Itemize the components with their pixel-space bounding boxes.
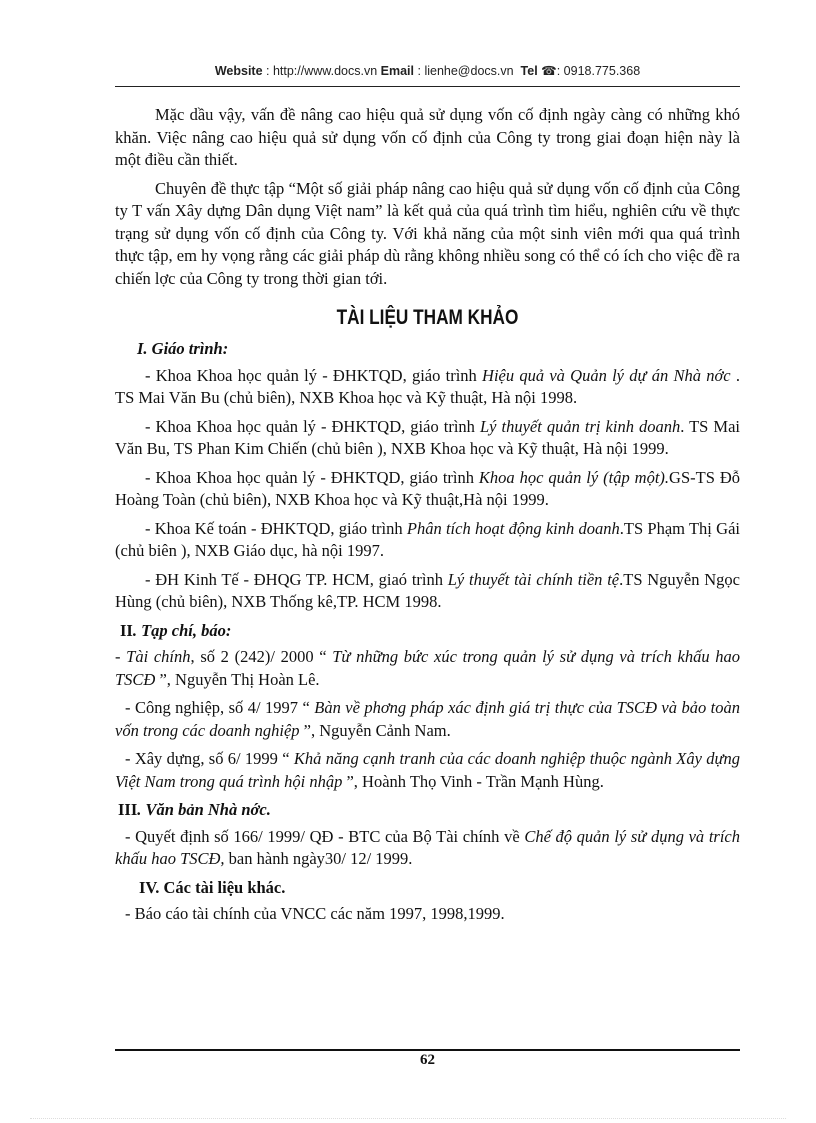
ref-text: . TS Mai Văn Bu (chủ biên), NXB Khoa học và Kỹ thuật, Hà nội 1998. bbox=[115, 365, 740, 407]
email-value: lienhe@docs.vn bbox=[424, 64, 514, 78]
website-label: Website bbox=[214, 64, 263, 78]
ref-title: Khoa học quản lý (tập một). bbox=[478, 467, 670, 487]
reference-item bbox=[115, 826, 740, 871]
section-heading-other-documents: IV. Các tài liệu khác. bbox=[139, 877, 286, 897]
ref-title: Từ những bức xúc trong quản lý sử dụng và trích khấu hao TSCĐ bbox=[115, 647, 740, 689]
ref-title: Lý thuyết quản trị kinh doanh bbox=[479, 416, 681, 436]
ref-text: ”, Nguyễn Thị Hoàn Lê. bbox=[155, 669, 320, 689]
ref-text: - Khoa Khoa học quản lý - ĐHKTQD, giáo trình bbox=[145, 467, 479, 487]
ref-text: - Công nghiệp, số 4/ 1997 “ bbox=[125, 698, 315, 717]
ref-title: Lý thuyết tài chính tiền tệ bbox=[447, 569, 620, 589]
ref-text: - Khoa Kế toán - ĐHKTQD, giáo trình bbox=[145, 518, 407, 538]
ref-text: .TS Nguyễn Ngọc Hùng (chủ biên), NXB Thống kê,TP. HCM 1998. bbox=[115, 569, 740, 611]
ref-text: .TS Phạm Thị Gái (chủ biên ), NXB Giáo dục, hà nội 1997. bbox=[115, 518, 740, 560]
tel-value: : 0918.775.368 bbox=[556, 64, 641, 78]
ref-text: ”, Hoành Thọ Vinh - Trần Mạnh Hùng. bbox=[342, 771, 604, 791]
ref-title: Phân tích hoạt động kinh doanh bbox=[406, 518, 620, 538]
page-content bbox=[115, 104, 740, 932]
reference-item bbox=[115, 416, 740, 461]
section-heading-textbooks: I. Giáo trình: bbox=[137, 339, 229, 358]
ref-source: Tài chính bbox=[126, 647, 191, 666]
reference-item bbox=[115, 365, 740, 410]
reference-item bbox=[115, 467, 740, 512]
header-divider bbox=[115, 86, 740, 87]
reference-item bbox=[115, 518, 740, 563]
section-heading-journals bbox=[120, 620, 740, 643]
section-title: TÀI LIỆU THAM KHẢO bbox=[336, 306, 519, 329]
ref-text: , số 2 (242)/ 2000 “ bbox=[190, 647, 333, 666]
footer-divider bbox=[115, 1049, 740, 1051]
phone-icon: ☎ bbox=[541, 64, 557, 78]
ref-text: ”, Nguyễn Cảnh Nam. bbox=[299, 720, 451, 740]
ref-text: - ĐH Kinh Tế - ĐHQG TP. HCM, giaó trình bbox=[145, 569, 448, 589]
ref-text: . TS Mai Văn Bu, TS Phan Kim Chiến (chủ biên ), NXB Khoa học và Kỹ thuật, Hà nội 1999. bbox=[115, 416, 740, 458]
reference-item bbox=[115, 748, 740, 793]
ref-text: - Xây dựng, số 6/ 1999 “ bbox=[125, 749, 294, 768]
page-header bbox=[115, 63, 740, 78]
section-heading-legal-documents bbox=[118, 799, 740, 822]
ref-title: Bàn về phơng pháp xác định giá trị thực của TSCĐ và bảo toàn vốn trong các doanh nghiệp bbox=[115, 698, 740, 740]
ref-title: Khả năng cạnh tranh của các doanh nghiệp thuộc ngành Xây dựng Việt Nam trong quá trình hội nhập bbox=[115, 749, 740, 791]
reference-item: - Báo cáo tài chính của VNCC các năm 1997, 1998,1999. bbox=[125, 904, 505, 923]
reference-item bbox=[115, 569, 740, 614]
ref-text: - bbox=[115, 647, 127, 666]
ref-text: - Khoa Khoa học quản lý - ĐHKTQD, giáo trình bbox=[145, 365, 483, 385]
ref-text: ban hành ngày30/ 12/ 1999. bbox=[224, 849, 413, 868]
ref-text: - Quyết định số 166/ 1999/ QĐ - BTC của Bộ Tài chính về bbox=[125, 826, 525, 846]
reference-item bbox=[115, 646, 740, 691]
ref-title: Hiệu quả và Quản lý dự án Nhà nớc bbox=[482, 365, 731, 385]
intro-paragraph-1: Mặc dầu vậy, vấn đề nâng cao hiệu quả sử dụng vốn cố định ngày càng có những khó khăn. Việc nâng cao hiệu quả sử dụng vốn cố định của Công ty trong giai đoạn hiện này là một điều cần thiết. bbox=[115, 105, 740, 169]
intro-paragraph-2: Chuyên đề thực tập “Một số giải pháp nâng cao hiệu quả sử dụng vốn cố định của Công ty T vấn Xây dựng Dân dụng Việt nam” là kết quả của quá trình tìm hiểu, nghiên cứu về thực trạng sử dụng vốn cố định của Công ty. Với khả năng của một sinh viên mới qua quá trình thực tập, em hy vọng rằng các giải pháp dù rằng không nhiều song có thể có ích cho việc đề ra chiến lợc của Công ty trong thời gian tới. bbox=[115, 178, 740, 288]
section-number: II bbox=[120, 620, 133, 640]
tel-label: Tel bbox=[520, 64, 538, 78]
ref-text: GS-TS Đỗ Hoàng Toàn (chủ biên), NXB Khoa học và Kỹ thuật,Hà nội 1999. bbox=[115, 467, 740, 509]
section-heading-text: . Tạp chí, báo: bbox=[132, 620, 232, 640]
separator: : bbox=[262, 64, 273, 78]
reference-item bbox=[115, 697, 740, 742]
ref-text: - Khoa Khoa học quản lý - ĐHKTQD, giáo trình bbox=[145, 416, 480, 436]
email-label: Email bbox=[380, 64, 415, 78]
section-heading-text: . Văn bản Nhà nớc. bbox=[137, 800, 271, 819]
separator: : bbox=[414, 64, 425, 78]
page-number: 62 bbox=[420, 1052, 435, 1068]
page-edge-dots bbox=[30, 1118, 786, 1119]
section-number: III bbox=[118, 800, 138, 819]
website-url: http://www.docs.vn bbox=[272, 64, 378, 78]
ref-title: Chế độ quản lý sử dụng và trích khấu hao TSCĐ, bbox=[115, 826, 740, 868]
